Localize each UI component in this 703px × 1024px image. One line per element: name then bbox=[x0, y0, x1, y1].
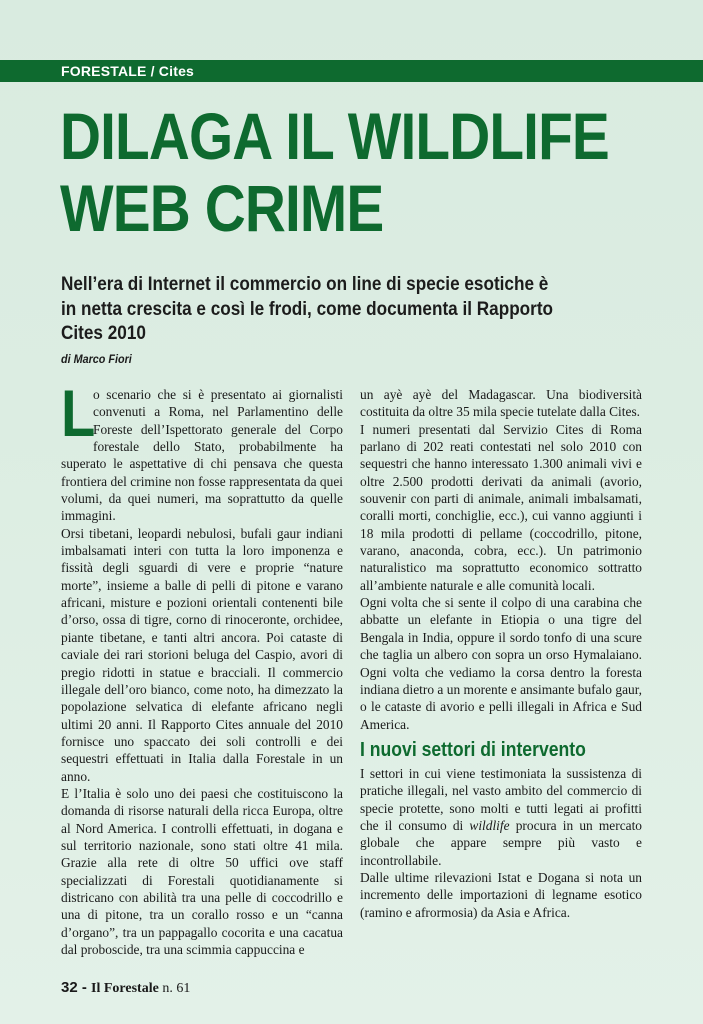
footer-separator: - bbox=[77, 979, 92, 996]
subtitle-line: in netta crescita e così le frodi, come documenta il Rapporto bbox=[61, 297, 554, 320]
paragraph: I numeri presentati dal Servizio Cites di Roma parlano di 202 reati contestati nel solo 2010 con sequestri che hanno interessato 1.300 animali vivi e oltre 2.500 prodotti derivati da animali (avorio, souvenir con parti di animale, animali imbalsamati, coralli morti, conchiglie, ecc.), cui vanno aggiunti i 18 mila prodotti di pellame (coccodrillo, pitone, varano, anaconda, cobra, ecc.). Un patrimonio naturalistico ma soprattutto economico sottratto all’ambiente naturale e alle comunità locali. bbox=[360, 421, 642, 593]
text-column-right bbox=[360, 386, 642, 921]
issue-number: n. 61 bbox=[158, 981, 191, 996]
article-title bbox=[60, 99, 609, 245]
paragraph: Dalle ultime rilevazioni Istat e Dogana si nota un incremento delle importazioni di legname esotico (ramino e afrormosia) da Asia e Africa. bbox=[360, 869, 642, 920]
section-heading: I nuovi settori di intervento bbox=[360, 738, 586, 761]
article-subtitle bbox=[61, 272, 624, 346]
paragraph-text: procura in un mercato globale che appare sempre più vasto e incontrollabile. bbox=[360, 817, 642, 868]
title-line: DILAGA IL WILDLIFE bbox=[60, 99, 609, 173]
drop-cap: L bbox=[61, 376, 96, 450]
section-label: FORESTALE / Cites bbox=[61, 63, 195, 79]
subtitle-line: Cites 2010 bbox=[61, 322, 146, 344]
paragraph: un ayè ayè del Madagascar. Una biodiversità costituita da oltre 35 mila specie tutelate dalla Cites. bbox=[360, 387, 642, 420]
paragraph-text: I settori in cui viene testimoniata la sussistenza di pratiche illegali, nel vasto ambito del commercio di specie protette, sono molti e tutti legati ai profitti che il consumo di bbox=[360, 765, 642, 833]
page-number: 32 bbox=[61, 979, 78, 996]
paragraph-text: o scenario che si è presentato ai giornalisti convenuti a Roma, nel Parlamentino delle Foreste dell’Ispettorato generale del Corpo forestale dello Stato, probabilmente ha superato le aspettative di chi pensava che questa frontiera del crimine non fosse rappresentata da quei volumi, da quei numeri, ma soprattutto da quelle immagini. bbox=[61, 387, 343, 524]
subtitle-line: Nell’era di Internet il commercio on line di specie esotiche è bbox=[61, 273, 549, 295]
paragraph bbox=[61, 376, 343, 525]
byline: di Marco Fiori bbox=[61, 352, 132, 366]
title-line: WEB CRIME bbox=[60, 171, 384, 245]
paragraph: Ogni volta che si sente il colpo di una carabina che abbatte un elefante in Etiopia o una tigre del Bengala in India, oppure il sordo tonfo di una scure che taglia un albero con sopra un orso Hymalaiano. Ogni volta che vediamo la corsa dentro la foresta indiana dietro a un morente e ansimante bufalo gaur, o le cataste di avorio e pelli illegali in Africa e Sud America. bbox=[360, 595, 642, 732]
text-column-left bbox=[61, 376, 343, 958]
paragraph bbox=[360, 765, 642, 869]
page-footer bbox=[61, 979, 190, 997]
magazine-name: Il Forestale bbox=[91, 981, 159, 996]
paragraph: E l’Italia è solo uno dei paesi che costituiscono la domanda di risorse naturali della ricca Europa, oltre al Nord America. I controlli effettuati, in dogana e sul territorio nazionale, sono stati oltre 41 mila. Grazie alla rete di oltre 50 uffici ove staff specializzati di Forestali quotidianamente si districano con abilità tra una pelle di coccodrillo e una di pitone, tra un corallo rosso e un “canna d’organo”, tra un pappagallo cocorita e una cacatua dal proboscide, tra una scimmia cappuccina e bbox=[61, 785, 343, 957]
paragraph: Orsi tibetani, leopardi nebulosi, bufali gaur indiani imbalsamati interi con tutta la loro imponenza e fissità degli sguardi di vere e proprie “nature morte”, insieme a balle di pelli di pitone e varano africani, misture e pozioni orientali contenenti bile d’orso, ossa di tigre, corno di rinoceronte, orchidee, piante tibetane, e tanti altri ancora. Poi cataste di caviale dei rari storioni beluga del Caspio, avori di pregio ridotti in statue e bracciali. Il commercio illegale dell’oro bianco, come noto, ha dimezzato la popolazione selvatica di elefante africano negli ultimi 20 anni. Il Rapporto Cites annuale del 2010 fornisce uno spaccato dei soli controlli e dei sequestri effettuati in Italia dalla Forestale in un anno. bbox=[61, 525, 343, 784]
italic-term: wildlife bbox=[469, 817, 510, 833]
